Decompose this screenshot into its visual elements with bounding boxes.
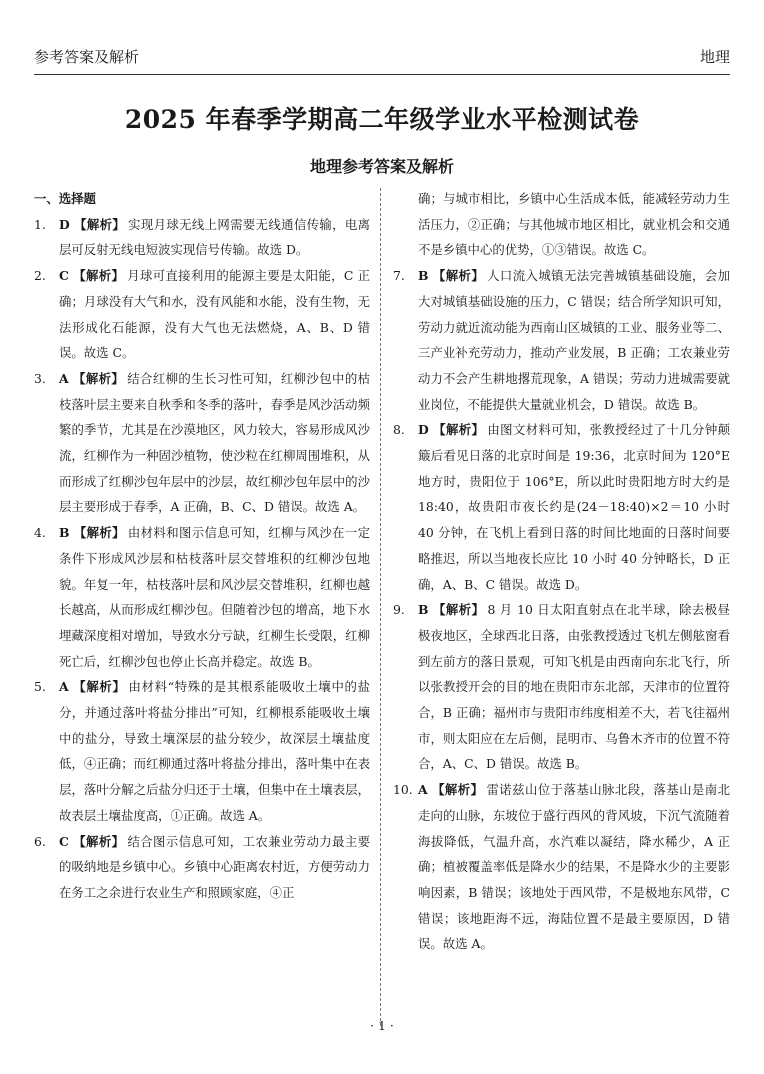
analysis-tag: 【解析】	[432, 422, 485, 438]
answer-letter: D	[59, 216, 70, 232]
question-number: 5.	[34, 679, 46, 695]
page-title: 2025 年春季学期高二年级学业水平检测试卷	[124, 105, 640, 134]
question-8	[393, 417, 730, 597]
right-column	[393, 186, 730, 957]
page-number: · 1 ·	[370, 1018, 394, 1033]
answer-letter: B	[59, 525, 70, 541]
question-number: 9.	[393, 602, 405, 618]
answer-letter: B	[418, 268, 429, 284]
question-9	[393, 597, 730, 777]
answer-letter: A	[59, 370, 69, 386]
question-number: 2.	[34, 268, 46, 284]
page-header	[34, 46, 730, 67]
answer-letter: B	[418, 602, 429, 618]
analysis-tag: 【解析】	[431, 782, 484, 798]
question-number: 4.	[34, 525, 46, 541]
answer-letter: C	[59, 833, 69, 849]
left-column	[34, 186, 370, 906]
analysis-tag: 【解析】	[432, 268, 485, 284]
section-heading: 一、选择题	[34, 191, 96, 206]
analysis-text: 实现月球无线上网需要无线通信传输，电离层可反射无线电短波实现信号传输。故选 D。	[59, 216, 370, 258]
analysis-tag: 【解析】	[73, 525, 125, 541]
question-2	[34, 263, 370, 366]
question-number: 3.	[34, 370, 46, 386]
analysis-tag: 【解析】	[432, 602, 485, 618]
header-right: 地理	[699, 48, 730, 66]
analysis-text: 8 月 10 日太阳直射点在北半球，除去极昼极夜地区，全球西北日落，由张教授透过飞机左侧舷窗看到左前方的落日景观，可知飞机是由西南向东北飞行，所以张教授开会的目的地在贵阳市东北部，天津市的位置符合，B 正确；福州市与贵阳市纬度相差不大，若飞往福州市，则太阳应在左后侧，昆明市、乌鲁木齐市的位置不符合，A、C、D 错误。故选 B。	[418, 602, 731, 772]
question-10	[393, 777, 730, 957]
analysis-text: 由材料和图示信息可知，红柳与风沙在一定条件下形成风沙层和枯枝落叶层交替堆积的红柳沙包地貌。年复一年，枯枝落叶层和风沙层交替堆积，红柳也越长越高，从而形成红柳沙包。但随着沙包的增高，地下水埋藏深度相对增加，导致水分亏缺，红柳生长受限，红柳死亡后，红柳沙包也停止长高并稳定。故选 B。	[59, 525, 371, 669]
analysis-text: 结合图示信息可知，工农兼业劳动力最主要的吸纳地是乡镇中心。乡镇中心距离农村近，方便劳动力在务工之余进行农业生产和照顾家庭，④正	[59, 833, 371, 900]
question-number: 8.	[393, 422, 405, 438]
answer-letter: A	[59, 679, 69, 695]
header-rule	[34, 74, 730, 75]
question-3	[34, 366, 370, 520]
page-subtitle: 地理参考答案及解析	[309, 157, 454, 176]
column-divider	[380, 188, 381, 1026]
question-7	[393, 263, 730, 417]
question-6	[34, 829, 370, 906]
answer-letter: C	[59, 268, 69, 284]
analysis-tag: 【解析】	[72, 833, 125, 849]
analysis-tag: 【解析】	[72, 370, 125, 386]
answer-letter: A	[418, 782, 428, 798]
analysis-text: 结合红柳的生长习性可知，红柳沙包中的枯枝落叶层主要来自秋季和冬季的落叶，春季是风沙活动频繁的季节，尤其是在沙漠地区，风力较大，容易形成风沙流，红柳作为一种固沙植物，使沙粒在红柳周围堆积，从而形成了红柳沙包年层中的沙层，故红柳沙包年层中的沙层主要形成于春季，A 正确，B、C、D 错误。故选 A。	[59, 370, 371, 515]
question-1	[34, 212, 370, 263]
question-6-continuation: 确；与城市相比，乡镇中心生活成本低，能减轻劳动力生活压力，②正确；与其他城市地区相比，就业机会和交通不是乡镇中心的优势，①③错误。故选 C。	[418, 191, 730, 258]
analysis-text: 月球可直接利用的能源主要是太阳能，C 正确；月球没有大气和水，没有风能和水能，没有生物，无法形成化石能源，没有大气也无法燃烧，A、B、D 错误。故选 C。	[59, 268, 370, 361]
header-left: 参考答案及解析	[34, 48, 140, 66]
question-number: 1.	[34, 216, 46, 232]
analysis-tag: 【解析】	[72, 268, 125, 284]
question-5	[34, 674, 370, 828]
analysis-text: 人口流入城镇无法完善城镇基础设施，会加大对城镇基础设施的压力，C 错误；结合所学知识可知，劳动力就近流动能为西南山区城镇的工业、服务业等二、三产业补充劳动力，推动产业发展，B 正确；工农兼业劳动力不会产生耕地撂荒现象，A 错误；劳动力进城需要就业岗位，不能提供大量就业机会，D 错误。故选 B。	[418, 268, 731, 412]
analysis-text: 雷诺兹山位于落基山脉北段，落基山是南北走向的山脉，东坡位于盛行西风的背风坡，下沉气流随着海拔降低，气温升高，水汽难以凝结，降水稀少，A 正确；植被覆盖率低是降水少的结果，不是降水少的主要影响因素，B 错误；该地处于西风带，不是极地东风带，C 错误；该地距海不远，海陆位置不是最主要原因，D 错误。故选 A。	[418, 782, 731, 952]
analysis-text: 由材料“特殊的是其根系能吸收土壤中的盐分，并通过落叶将盐分排出”可知，红柳根系能吸收土壤中的盐分，导致土壤深层的盐分较少，故深层土壤盐度低，④正确；而红柳通过落叶将盐分排出，落叶集中在表层，落叶分解之后盐分归还于土壤，但集中在土壤表层，故表层土壤盐度高，①正确。故选 A。	[59, 679, 370, 823]
question-number: 7.	[393, 268, 405, 284]
analysis-text: 由图文材料可知，张教授经过了十几分钟颠簸后看见日落的北京时间是 19:36，北京时间为 120°E 地方时，贵阳位于 106°E，所以此时贵阳地方时大约是 18:40，故贵阳市夜长约是(24－18:40)×2＝10 小时 40 分钟，在飞机上看到日落的时间比地面的日落时间要略推迟，所以当地夜长应比 10 小时 40 分钟略长，D 正确，A、B、C 错误。故选 D。	[418, 422, 731, 592]
question-4	[34, 520, 370, 674]
analysis-tag: 【解析】	[72, 679, 126, 695]
question-number: 6.	[34, 833, 46, 849]
answer-letter: D	[418, 422, 429, 438]
question-number: 10.	[393, 782, 413, 798]
analysis-tag: 【解析】	[73, 216, 126, 232]
